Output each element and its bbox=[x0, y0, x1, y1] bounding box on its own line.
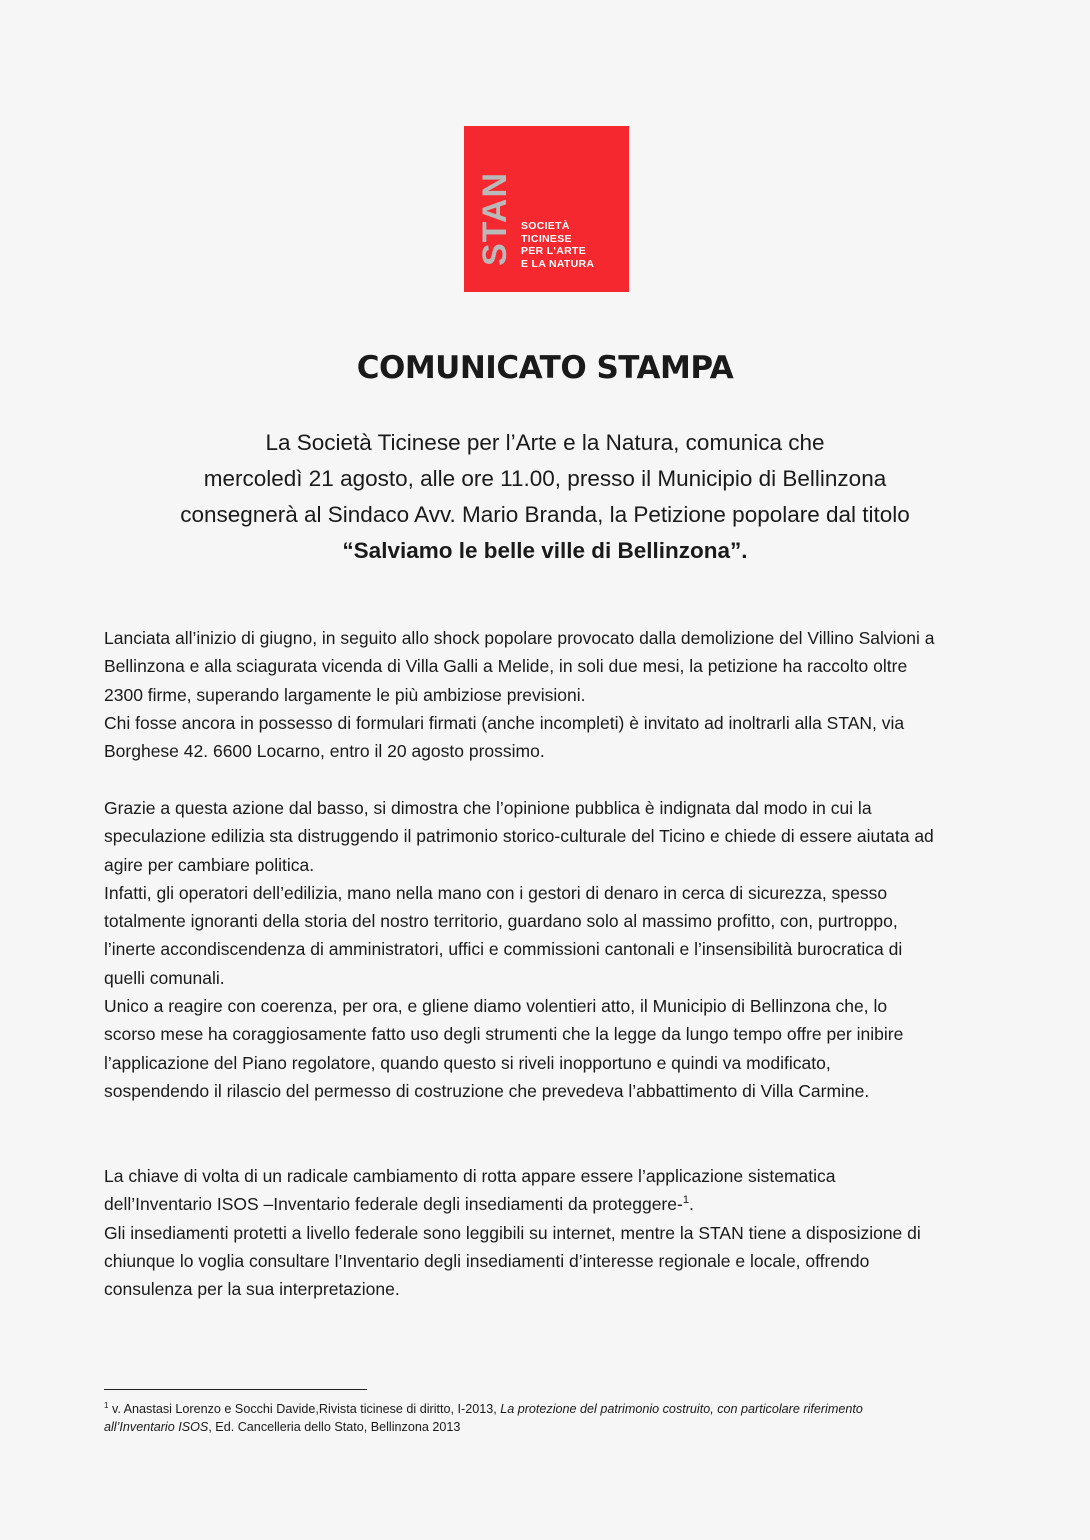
text-line: Unico a reagire con coerenza, per ora, e gliene diamo volentieri atto, il Municipio di Bellinzona che, lo bbox=[104, 996, 888, 1017]
text-line: totalmente ignoranti della storia del nostro territorio, guardano solo al massimo profitto, con, purtroppo, bbox=[104, 911, 898, 932]
footnote-italic: La protezione del patrimonio costruito, con particolare riferimento bbox=[500, 1402, 863, 1416]
footnote-line bbox=[104, 1400, 984, 1418]
petition-title: “Salviamo le belle ville di Bellinzona”. bbox=[342, 538, 748, 563]
logo-line: TICINESE bbox=[521, 232, 572, 245]
text-line: l’applicazione del Piano regolatore, quando questo si riveli inopportuno e quindi va modificato, bbox=[104, 1052, 831, 1073]
text-line: Grazie a questa azione dal basso, si dimostra che l’opinione pubblica è indignata dal modo in cui la bbox=[104, 798, 872, 818]
footnote-line bbox=[104, 1418, 984, 1436]
intro-block bbox=[100, 425, 990, 569]
logo-wordmark: STAN bbox=[476, 171, 514, 266]
intro-line: mercoledì 21 agosto, alle ore 11.00, presso il Municipio di Bellinzona bbox=[203, 466, 887, 491]
footnote-text: , Ed. Cancelleria dello Stato, Bellinzona 2013 bbox=[208, 1420, 461, 1434]
logo-line: SOCIETÀ bbox=[521, 220, 570, 232]
line-end: . bbox=[688, 1194, 694, 1215]
paragraph-1 bbox=[104, 624, 994, 765]
text-line: speculazione edilizia sta distruggendo il patrimonio storico-culturale del Ticino e chiede di essere aiutata ad bbox=[104, 826, 934, 847]
text-line: Lanciata all’inizio di giugno, in seguito allo shock popolare provocato dalla demolizione del Villino Salvioni a bbox=[104, 628, 935, 648]
text-line: agire per cambiare politica. bbox=[104, 854, 315, 875]
paragraph-3 bbox=[104, 1162, 994, 1303]
text-line: Bellinzona e alla sciagurata vicenda di Villa Galli a Melide, in soli due mesi, la petizione ha raccolto oltre bbox=[104, 656, 908, 677]
text-line: l’inerte accondiscendenza di amministratori, uffici e commissioni cantonali e l’insensibilità burocratica di bbox=[104, 939, 903, 960]
logo-line: E LA NATURA bbox=[521, 257, 595, 270]
intro-line: consegnerà al Sindaco Avv. Mario Branda, la Petizione popolare dal titolo bbox=[180, 502, 910, 527]
footnote-text: v. Anastasi Lorenzo e Socchi Davide,Rivista ticinese di diritto, I-2013, bbox=[108, 1402, 501, 1416]
text-line: Borghese 42. 6600 Locarno, entro il 20 agosto prossimo. bbox=[104, 741, 545, 762]
text-line: scorso mese ha coraggiosamente fatto uso degli strumenti che la legge da lungo tempo offre per inibire bbox=[104, 1024, 904, 1045]
text-line: Gli insediamenti protetti a livello federale sono leggibili su internet, mentre la STAN tiene a disposizione di bbox=[104, 1222, 921, 1243]
text-line: chiunque lo voglia consultare l’Inventario degli insediamenti d’interesse regionale e locale, offrendo bbox=[104, 1250, 870, 1271]
isos-text: dell’Inventario ISOS –Inventario federale degli insediamenti da proteggere- bbox=[104, 1194, 683, 1215]
footnote-ref[interactable]: 1 bbox=[682, 1194, 689, 1207]
footnote-italic: all’Inventario ISOS bbox=[104, 1420, 209, 1434]
text-line: Infatti, gli operatori dell’edilizia, mano nella mano con i gestori di denaro in cerca di sicurezza, spesso bbox=[104, 882, 888, 903]
text-line: 2300 firme, superando largamente le più ambiziose previsioni. bbox=[104, 684, 586, 705]
page-title: COMUNICATO STAMPA bbox=[356, 350, 734, 386]
text-line bbox=[104, 1190, 994, 1218]
text-line: Chi fosse ancora in possesso di formulari firmati (anche incompleti) è invitato ad inoltrarli alla STAN, via bbox=[104, 712, 905, 733]
text-line: sospendendo il rilascio del permesso di costruzione che prevedeva l’abbattimento di Villa Carmine. bbox=[104, 1080, 870, 1101]
logo-line: PER L'ARTE bbox=[521, 245, 587, 257]
text-line: quelli comunali. bbox=[104, 967, 225, 988]
paragraph-2 bbox=[104, 794, 994, 1105]
intro-line: La Società Ticinese per l’Arte e la Natura, comunica che bbox=[265, 430, 825, 455]
footnote bbox=[104, 1400, 984, 1436]
footnote-divider bbox=[104, 1389, 367, 1390]
footnote-marker: 1 bbox=[104, 1400, 109, 1410]
text-line: consulenza per la sua interpretazione. bbox=[104, 1279, 400, 1300]
text-line: La chiave di volta di un radicale cambiamento di rotta appare essere l’applicazione sistematica bbox=[104, 1166, 836, 1186]
stan-logo bbox=[464, 126, 629, 292]
logo-tagline bbox=[521, 220, 594, 270]
